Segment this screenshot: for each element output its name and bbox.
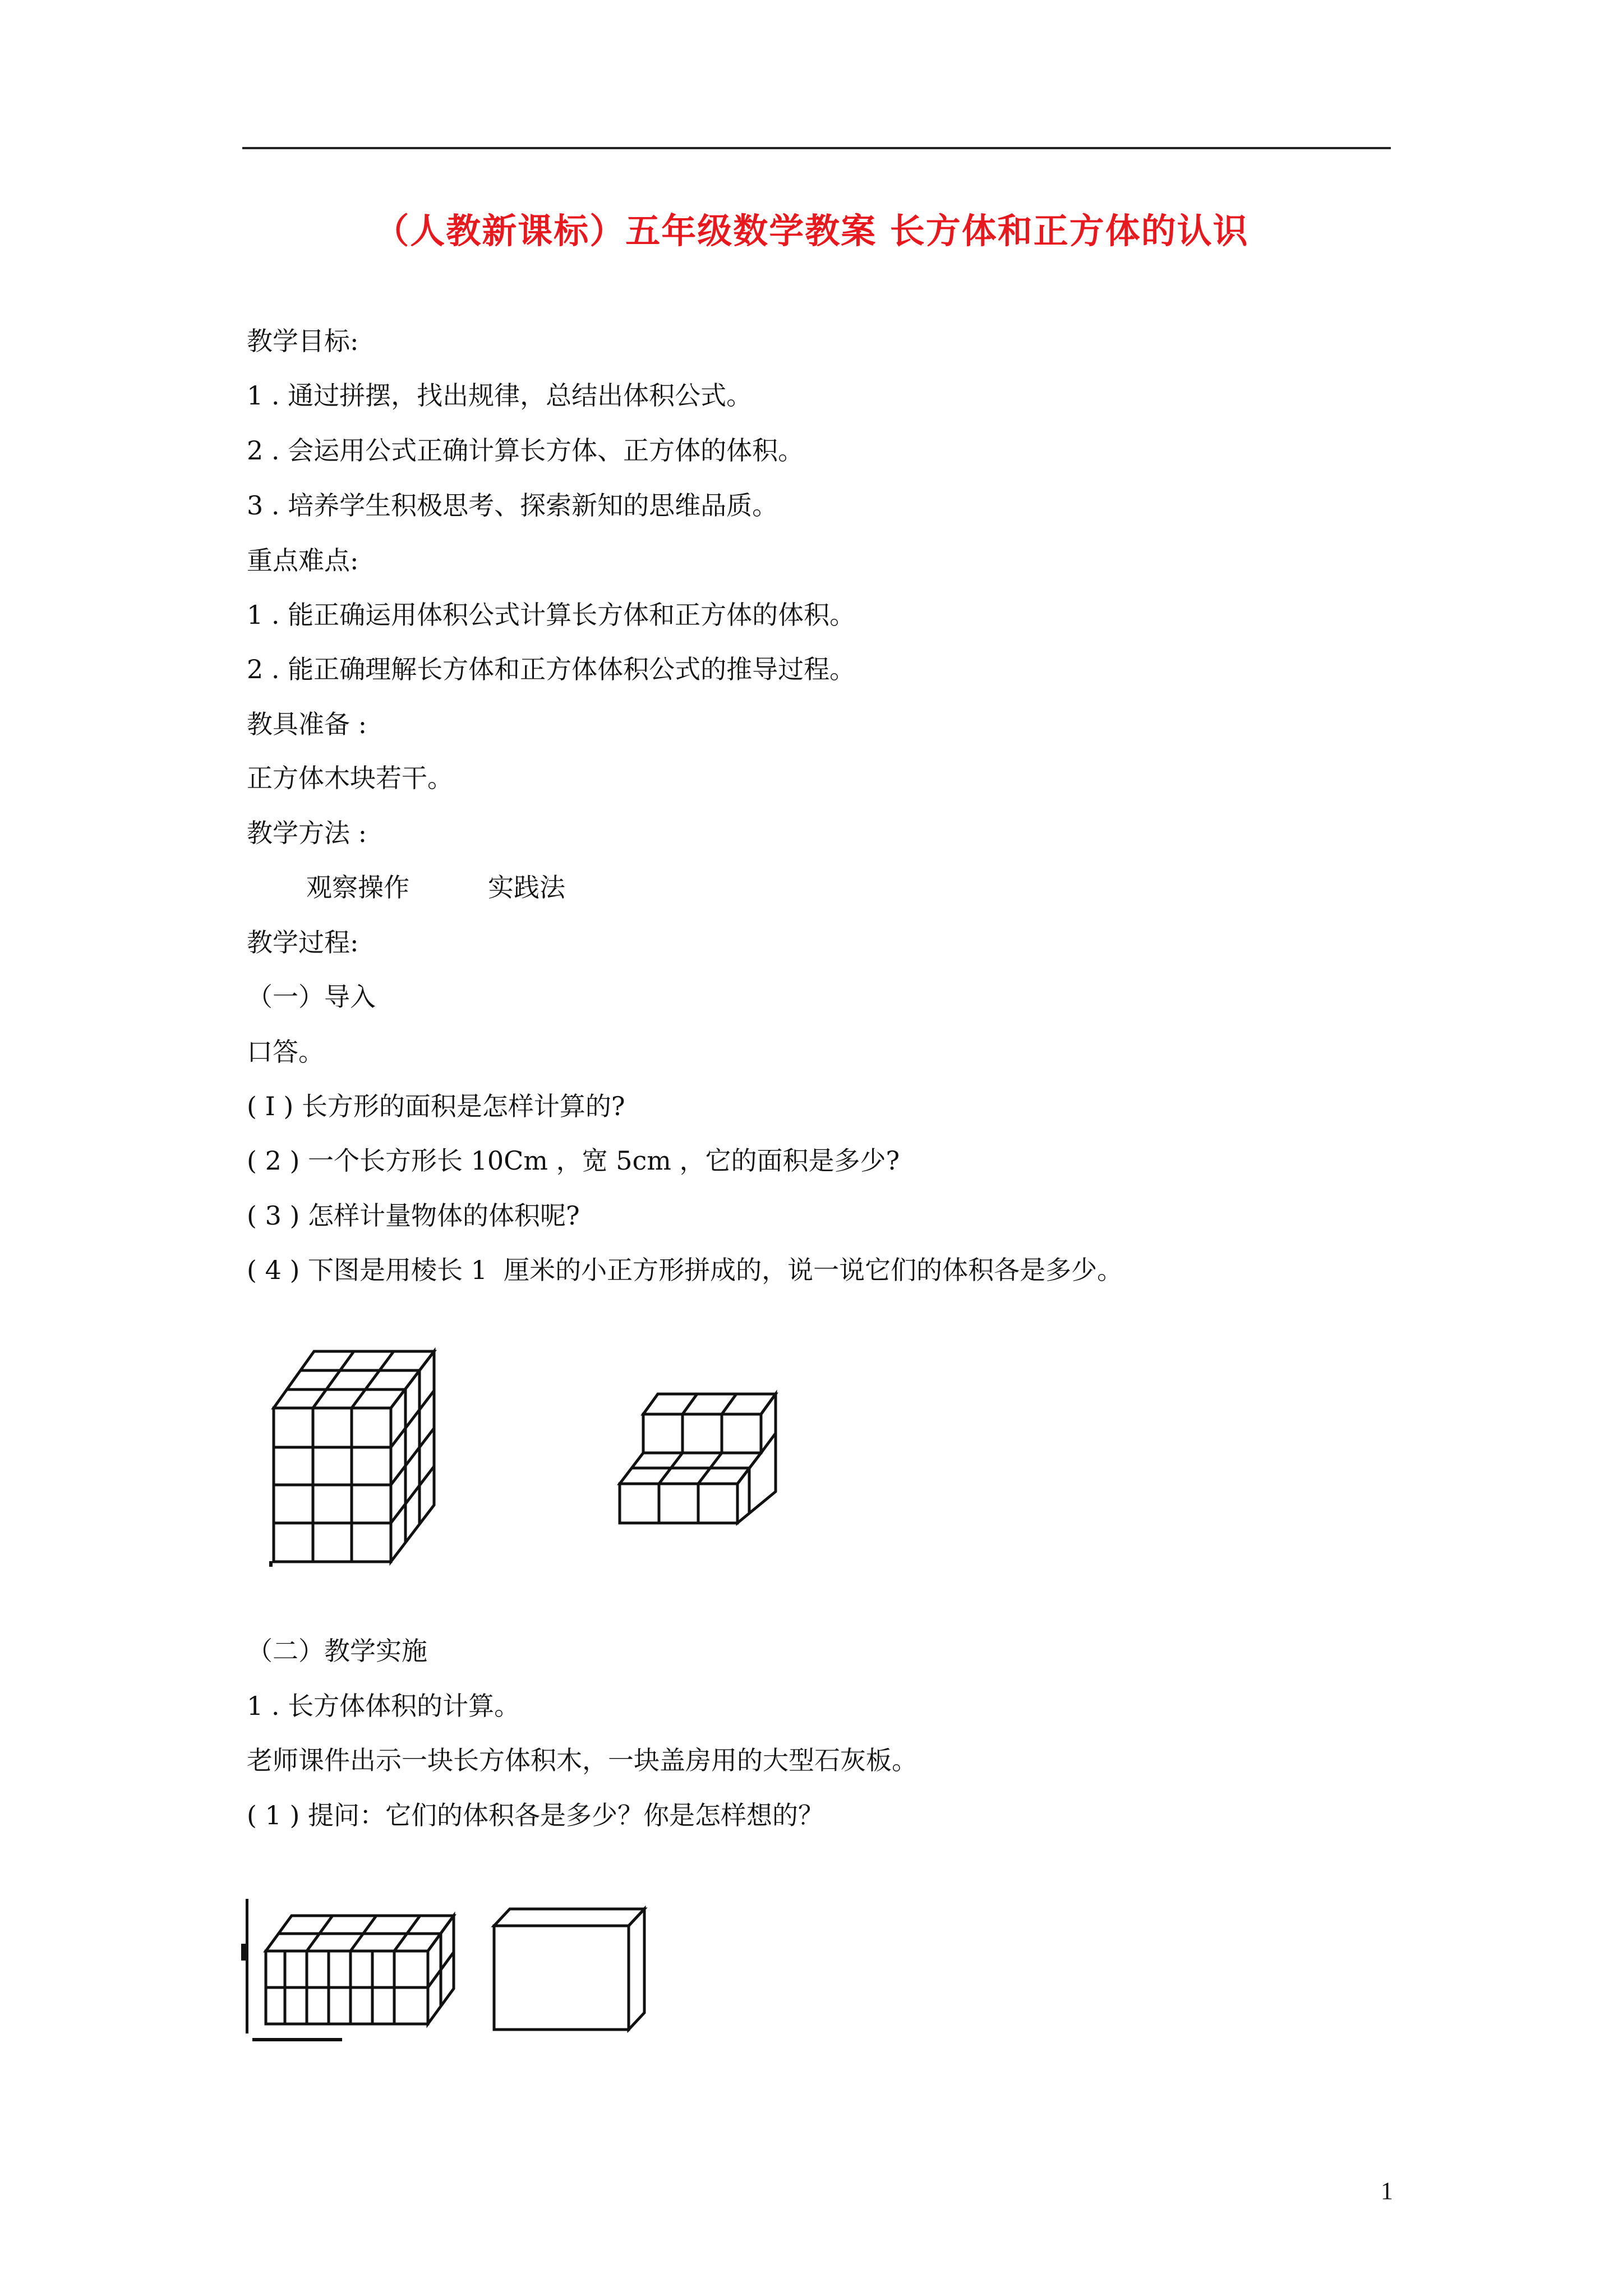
objective-item: 1 . 通过拼摆，找出规律，总结出体积公式。 — [247, 380, 753, 411]
cube-top-face — [274, 1351, 434, 1408]
lower-front-face — [620, 1484, 737, 1523]
objectives-heading: 教学目标: — [247, 326, 359, 356]
plain-cuboid-top-face — [494, 1909, 644, 1926]
header-rule — [242, 147, 1391, 149]
tools-heading: 教具准备 : — [247, 709, 367, 739]
upper-top-face — [643, 1394, 776, 1414]
oral-text: 口答。 — [247, 1037, 324, 1067]
methods-heading: 教学方法 : — [247, 818, 367, 848]
cuboid-blocks-figure — [241, 1899, 454, 2050]
key-point-item: 1 . 能正确运用体积公式计算长方体和正方体的体积。 — [247, 600, 856, 630]
objective-item: 3 . 培养学生积极思考、探索新知的思维品质。 — [247, 490, 778, 521]
upper-front-face — [643, 1414, 761, 1453]
methods-list — [306, 871, 565, 904]
implementation-heading: （二）教学实施 — [247, 1636, 427, 1666]
step1-description: 老师课件出示一块长方体积木，一块盖房用的大型石灰板。 — [247, 1745, 917, 1775]
intro-heading: （一）导入 — [247, 982, 376, 1012]
objective-item: 2 . 会运用公式正确计算长方体、正方体的体积。 — [247, 435, 804, 466]
method-item: 实践法 — [488, 872, 565, 903]
document-title: （人教新课标）五年级数学教案 长方体和正方体的认识 — [374, 210, 1249, 251]
stepped-blocks-figure — [614, 1383, 794, 1534]
step1-title: 1 . 长方体体积的计算。 — [247, 1691, 520, 1721]
key-point-item: 2 . 能正确理解长方体和正方体体积公式的推导过程。 — [247, 654, 856, 684]
question-item: ( 4 ) 下图是用棱长 1 厘米的小正方形拼成的，说一说它们的体积各是多少。 — [247, 1255, 1123, 1285]
process-heading: 教学过程: — [247, 927, 359, 958]
step1-question: ( 1 ) 提问：它们的体积各是多少？你是怎样想的？ — [247, 1800, 824, 1830]
plain-cuboid-side-face — [629, 1909, 644, 2030]
key-points-heading: 重点难点: — [247, 545, 359, 576]
method-item: 观察操作 — [306, 872, 409, 903]
question-item: ( 3 ) 怎样计量物体的体积呢? — [247, 1200, 580, 1231]
page-number: 1 — [1381, 2177, 1393, 2205]
question-item: ( I ) 长方形的面积是怎样计算的? — [247, 1091, 625, 1121]
cube-figure — [269, 1343, 460, 1568]
plain-cuboid-front-face — [494, 1926, 629, 2030]
tools-text: 正方体木块若干。 — [247, 763, 453, 793]
plain-cuboid-figure — [485, 1904, 648, 2039]
question-item: ( 2 ) 一个长方形长 10Cm ，宽 5cm ，它的面积是多少? — [247, 1145, 900, 1176]
